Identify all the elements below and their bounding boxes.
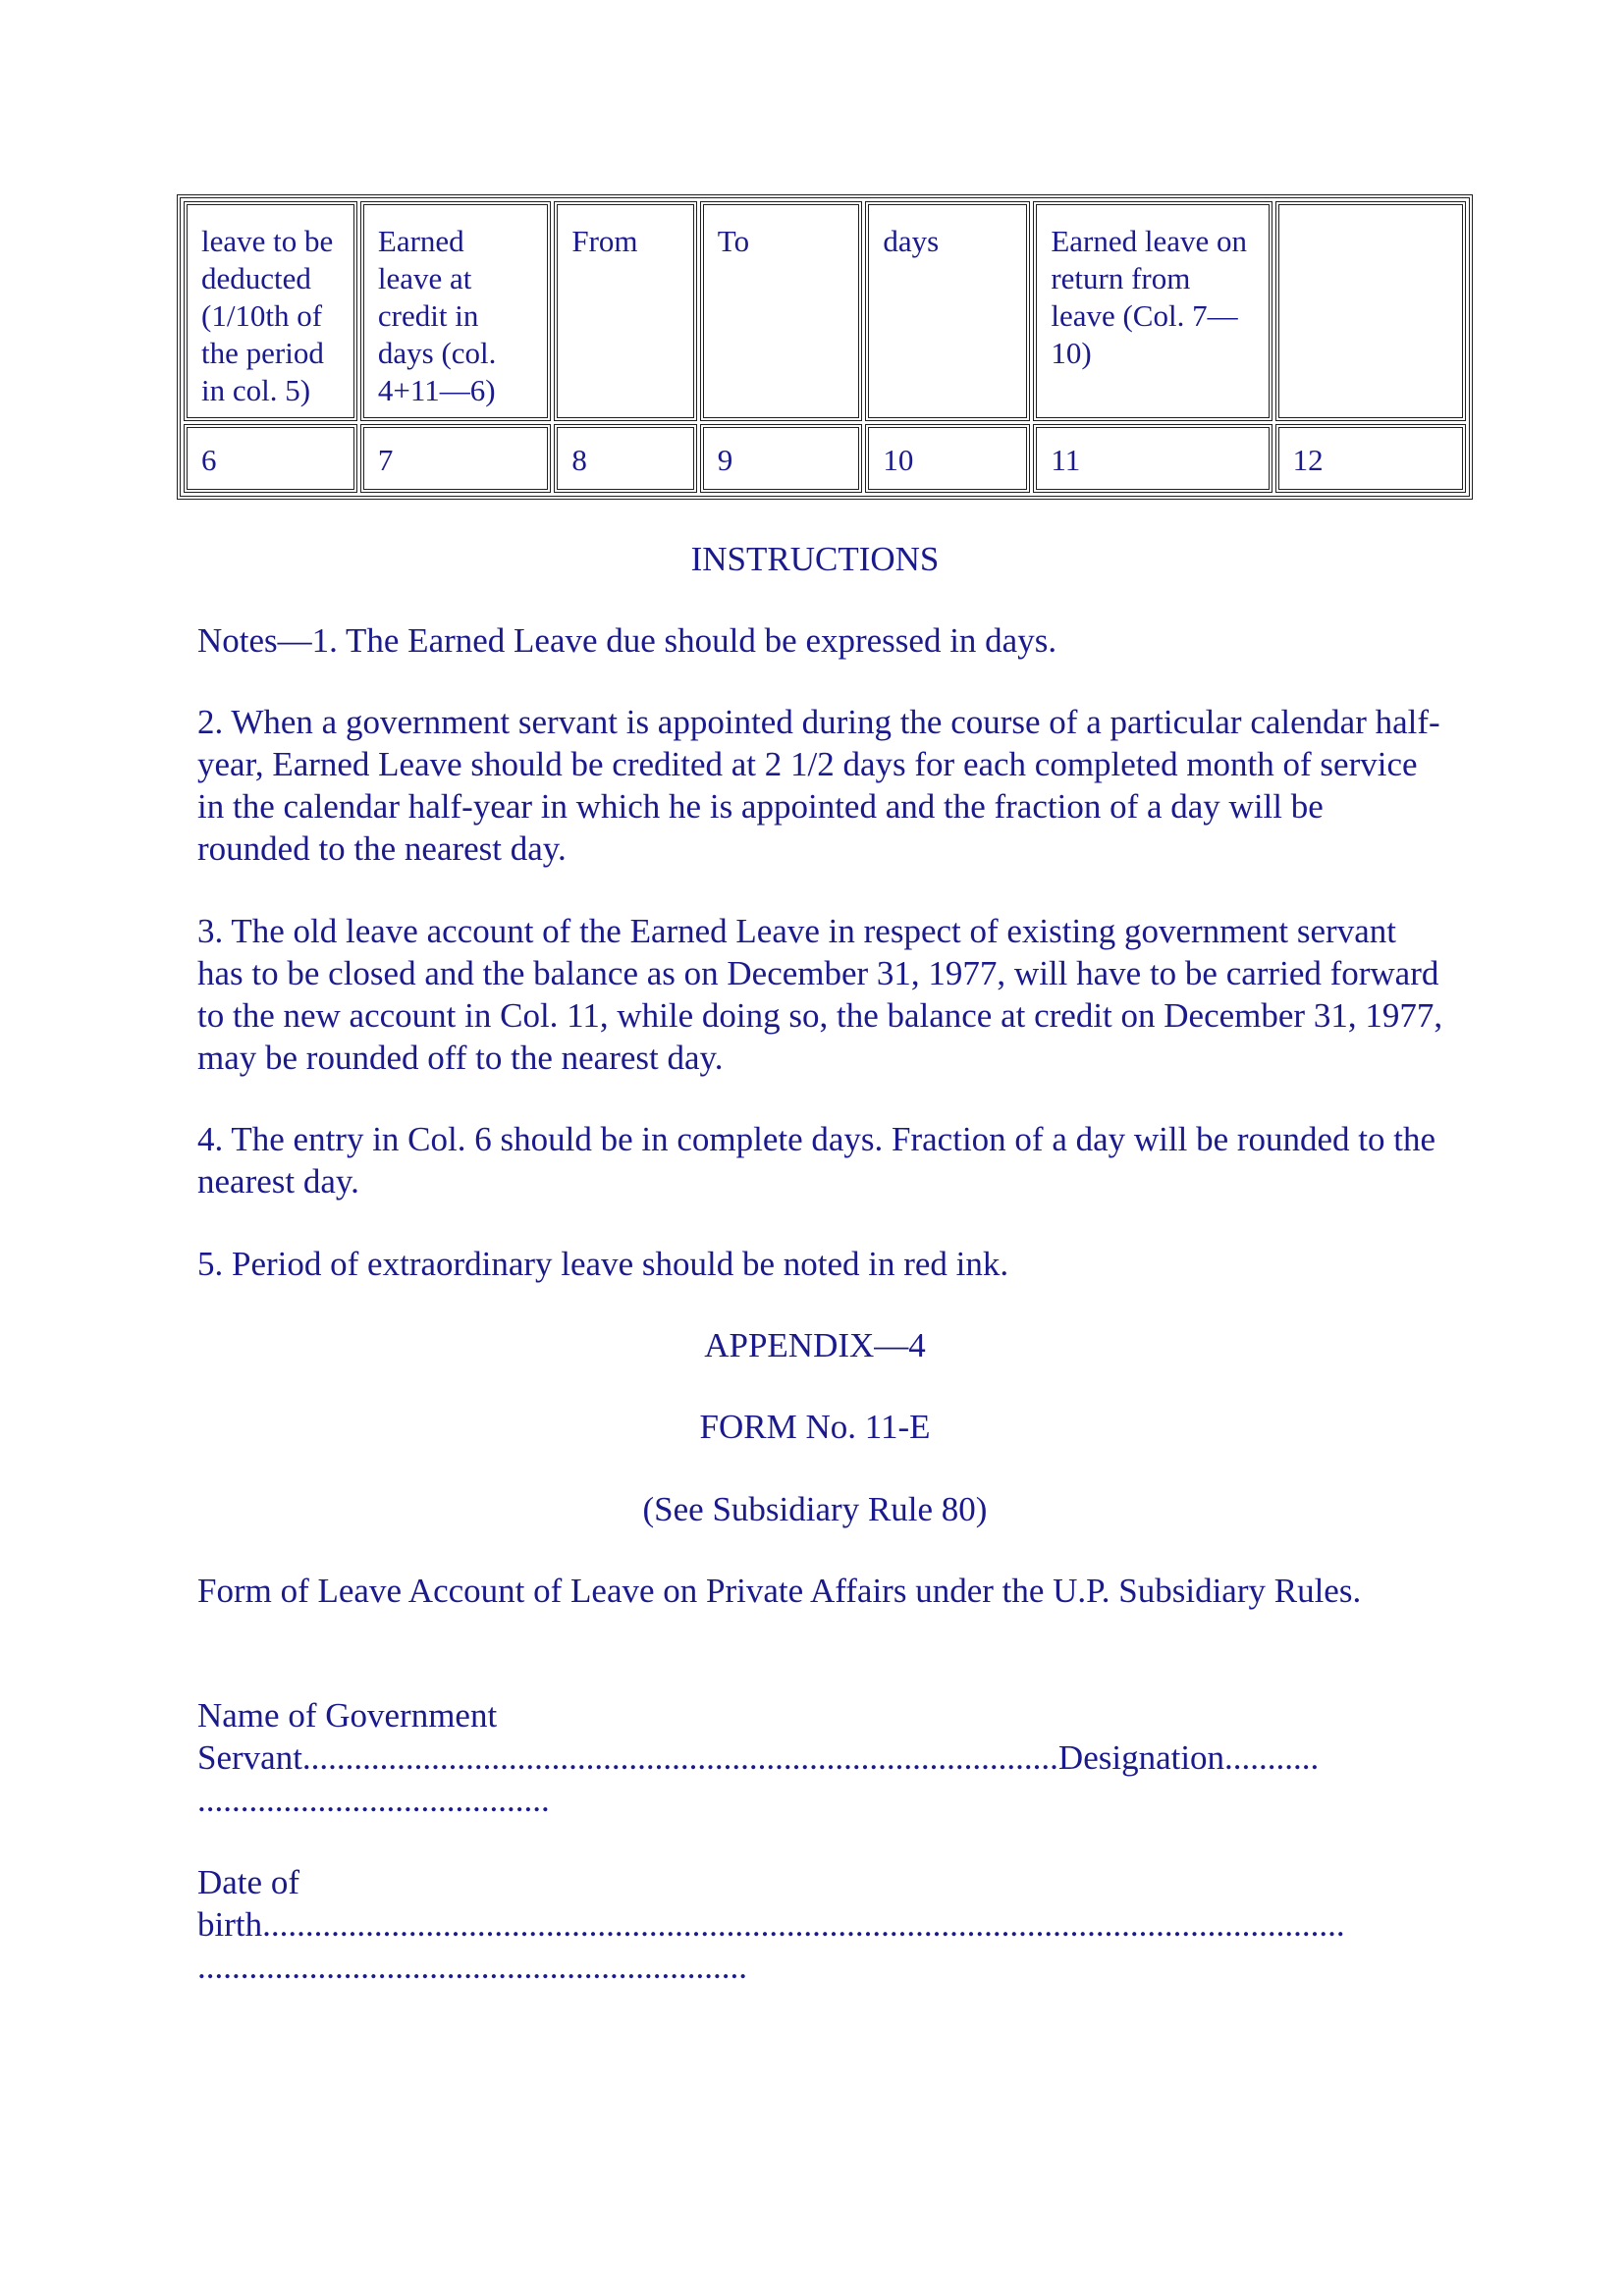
table-cell <box>1275 201 1466 421</box>
note-5: 5. Period of extraordinary leave should be noted in red ink. <box>197 1245 1009 1283</box>
table-cell: days <box>865 201 1030 421</box>
table-cell: 7 <box>360 424 551 493</box>
table-cell: 9 <box>700 424 863 493</box>
note-1: Notes—1. The Earned Leave due should be expressed in days. <box>197 621 1057 660</box>
table-cell: Earned leave on return from leave (Col. 7—10) <box>1033 201 1272 421</box>
dob-line-continued: ................................................................ <box>197 1948 747 1986</box>
table-cell: 6 <box>184 424 357 493</box>
table-header-row <box>184 201 1466 421</box>
dob-label: Date of <box>197 1863 299 1901</box>
rule-reference: (See Subsidiary Rule 80) <box>642 1490 988 1528</box>
note-3: 3. The old leave account of the Earned Leave in respect of existing government servant has to be closed and the balance as on December 31, 1977, will have to be carried forward to the new account in Col. 11, while doing so, the balance at credit on December 31, 1977, may be rounded off to the nearest day. <box>197 912 1443 1077</box>
table-cell: Earned leave at credit in days (col. 4+11—6) <box>360 201 551 421</box>
table-cell: 11 <box>1033 424 1272 493</box>
form-description: Form of Leave Account of Leave on Private Affairs under the U.P. Subsidiary Rules. <box>197 1572 1362 1610</box>
form-number: FORM No. 11-E <box>699 1408 931 1446</box>
table-cell: leave to be deducted (1/10th of the period in col. 5) <box>184 201 357 421</box>
appendix-title: APPENDIX—4 <box>704 1326 926 1364</box>
table-cell: From <box>554 201 696 421</box>
leave-account-table <box>177 194 1473 500</box>
name-designation-line-continued: ......................................... <box>197 1781 550 1819</box>
note-4: 4. The entry in Col. 6 should be in complete days. Fraction of a day will be rounded to the nearest day. <box>197 1120 1436 1201</box>
table-cell: 12 <box>1275 424 1466 493</box>
note-2: 2. When a government servant is appointed during the course of a particular calendar half-year, Earned Leave should be credited at 2 1/2 days for each completed month of service in the calendar half-year in which he is appointed and the fraction of a day will be rounded to the nearest day. <box>197 703 1440 868</box>
dob-line: birth.............................................................................................................................. <box>197 1905 1345 1944</box>
table-cell: 8 <box>554 424 696 493</box>
table-cell: To <box>700 201 863 421</box>
instructions-heading: INSTRUCTIONS <box>690 540 940 578</box>
table-number-row <box>184 424 1466 493</box>
table-cell: 10 <box>865 424 1030 493</box>
name-label: Name of Government <box>197 1696 498 1735</box>
name-designation-line: Servant........................................................................................Designation........... <box>197 1738 1320 1777</box>
